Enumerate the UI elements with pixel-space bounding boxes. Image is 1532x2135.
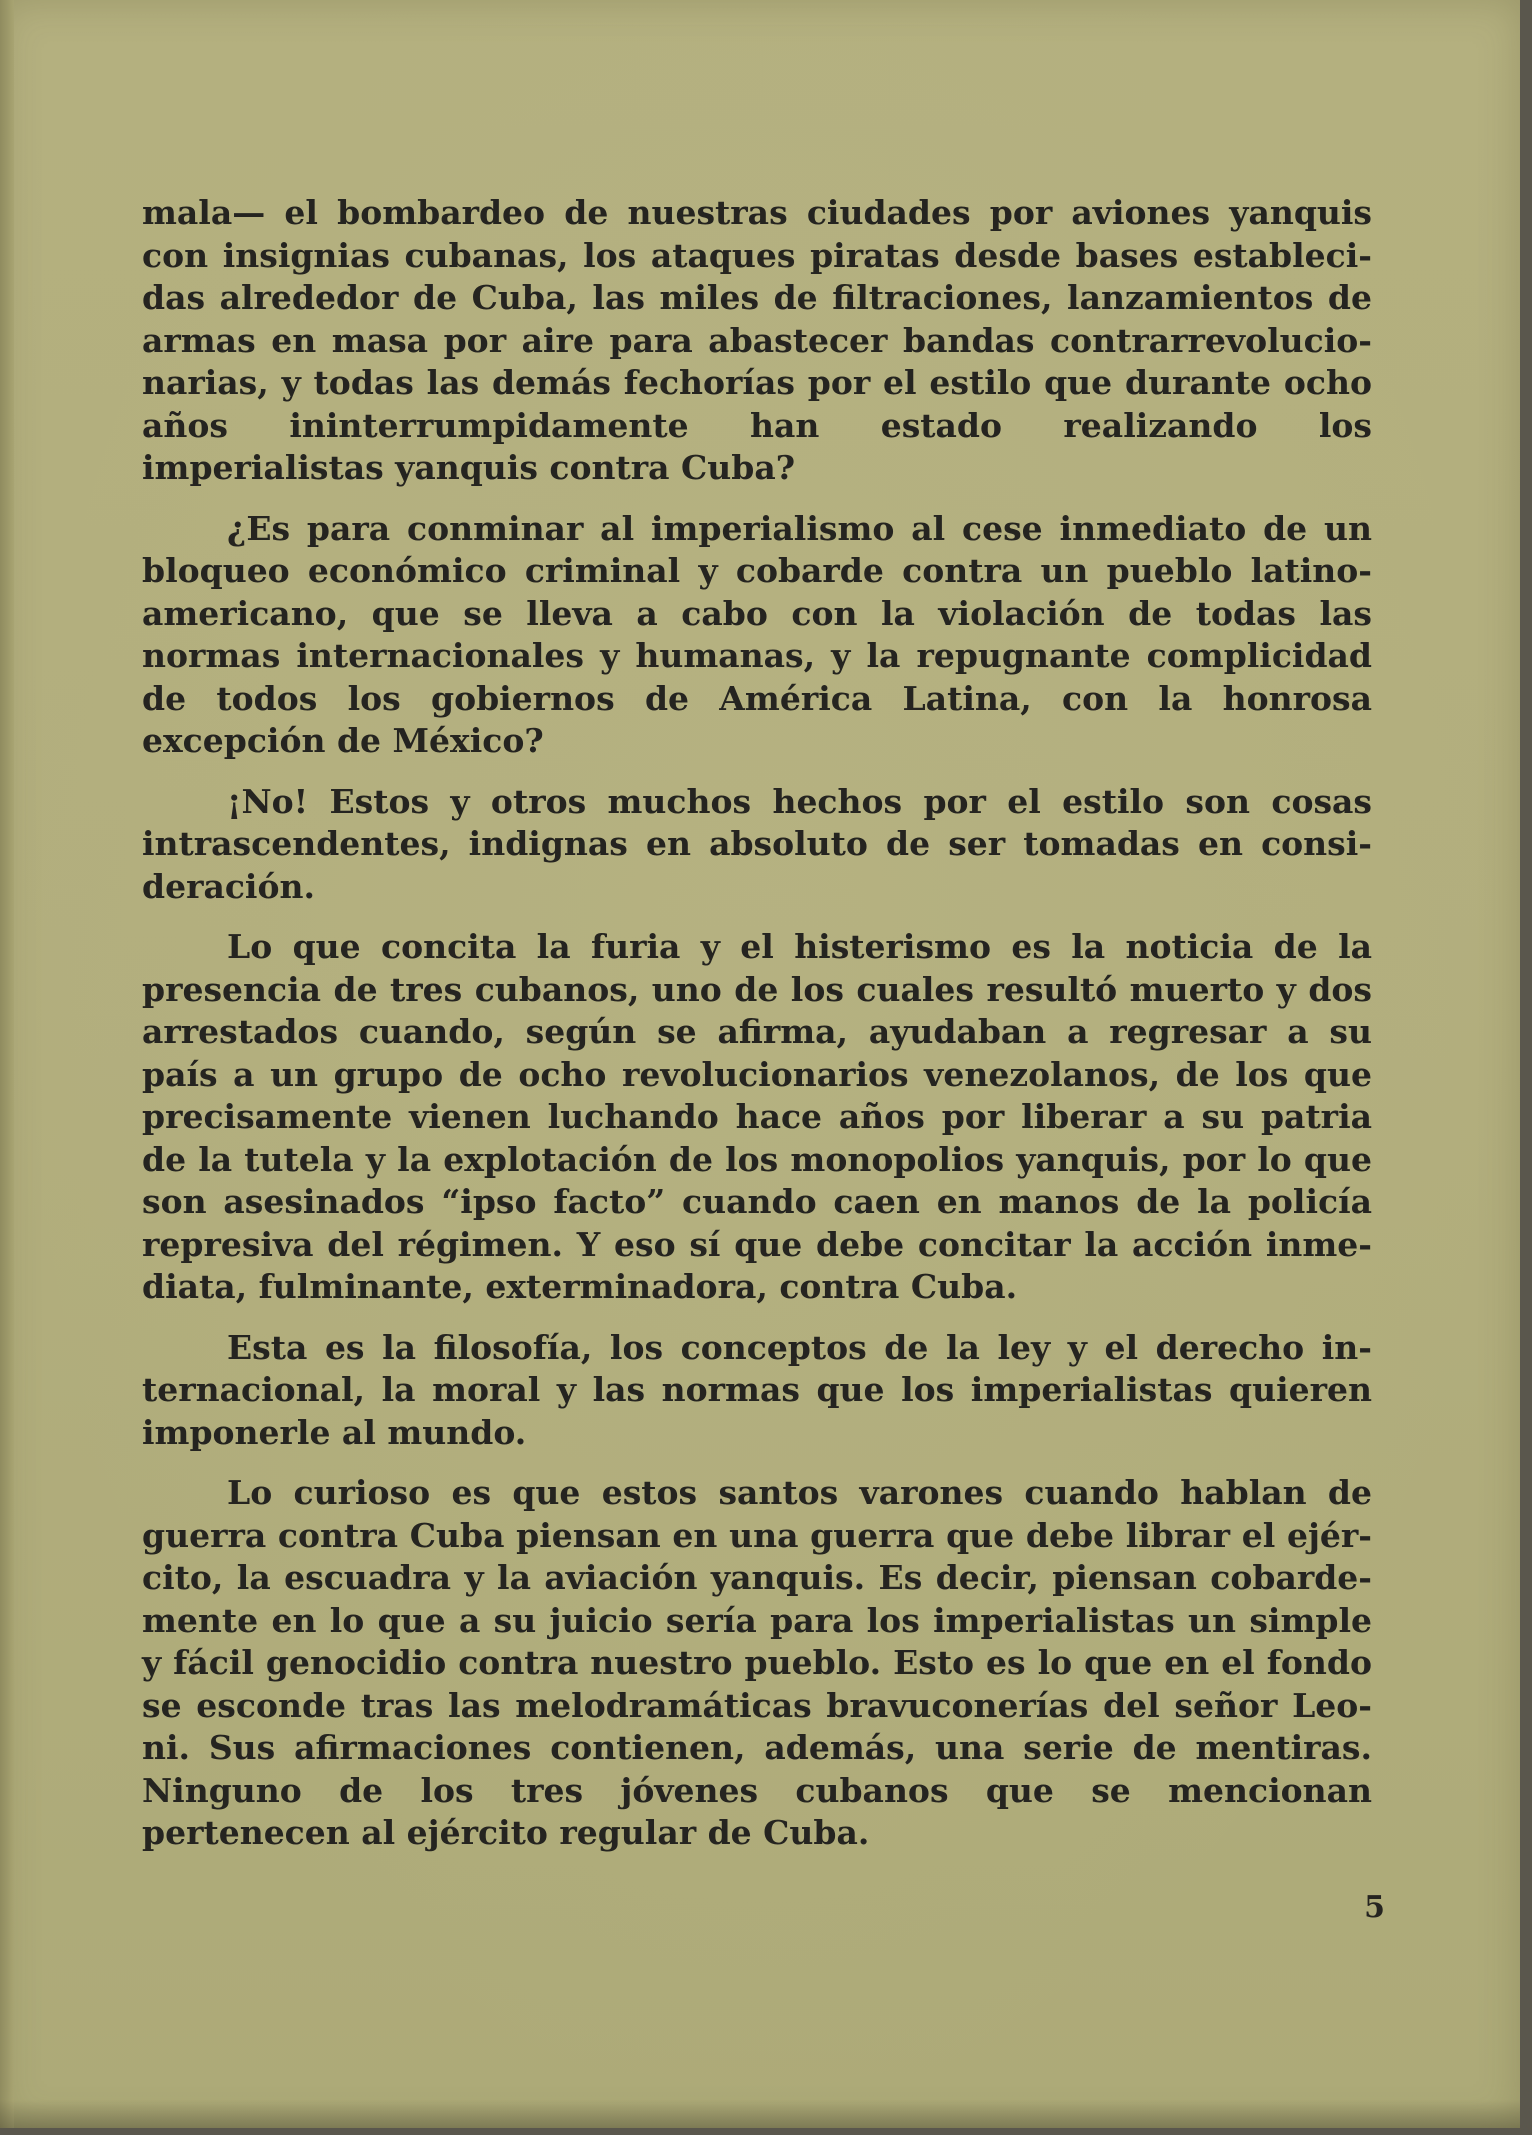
paragraph: ¿Es para conminar al imperialismo al cese inmediato de un bloqueo económico criminal y cobarde contra un pueblo latinoamericano, que se lleva a cabo con la violación de todas las normas internacionales y humanas, y la repugnante complicidad de todos los gobiernos de América Latina, con la honrosa excepción de México? <box>142 508 1372 760</box>
paragraph: mala— el bombardeo de nuestras ciudades por aviones yanquis con insignias cubanas, los ataques piratas desde bases establecidas alrededor de Cuba, las miles de filtraciones, lanzamientos de armas en masa por aire para abastecer bandas contrarrevolucionarias, y todas las demás fechorías por el estilo que durante ocho años ininterrumpidamente han estado realizando los imperialistas yanquis contra Cuba? <box>142 193 1372 487</box>
paragraph: Lo curioso es que estos santos varones cuando hablan de guerra contra Cuba piensan en una guerra que debe librar el ejército, la escuadra y la aviación yanquis. Es decir, piensan cobardemente en lo que a su juicio sería para los imperialistas un simple y fácil genocidio contra nuestro pueblo. Esto es lo que en el fondo se esconde tras las melodramáticas bravuconerías del señor Leoni. Sus afirmaciones contienen, además, una serie de mentiras. Ninguno de los tres jóvenes cubanos que se mencionan pertenecen al ejército regular de Cuba. <box>142 1473 1372 1852</box>
page-number: 5 <box>1364 1890 1385 1925</box>
paragraph: ¡No! Estos y otros muchos hechos por el estilo son cosas intrascendentes, indignas en absoluto de ser tomadas en consideración. <box>142 781 1372 906</box>
body-text <box>142 192 1372 1873</box>
page-bottom-shadow <box>0 2100 1520 2128</box>
paragraph: Esta es la filosofía, los conceptos de la ley y el derecho internacional, la moral y las normas que los imperialistas quieren imponerle al mundo. <box>142 1327 1372 1452</box>
paragraph: Lo que concita la furia y el histerismo es la noticia de la presencia de tres cubanos, uno de los cuales resultó muerto y dos arrestados cuando, según se afirma, ayudaban a regresar a su país a un grupo de ocho revolucionarios venezolanos, de los que precisamente vienen luchando hace años por liberar a su patria de la tutela y la explotación de los monopolios yanquis, por lo que son asesinados “ipso facto” cuando caen en manos de la policía represiva del régimen. Y eso sí que debe concitar la acción inmediata, fulminante, exterminadora, contra Cuba. <box>142 927 1372 1306</box>
binding-edge <box>0 0 14 2128</box>
